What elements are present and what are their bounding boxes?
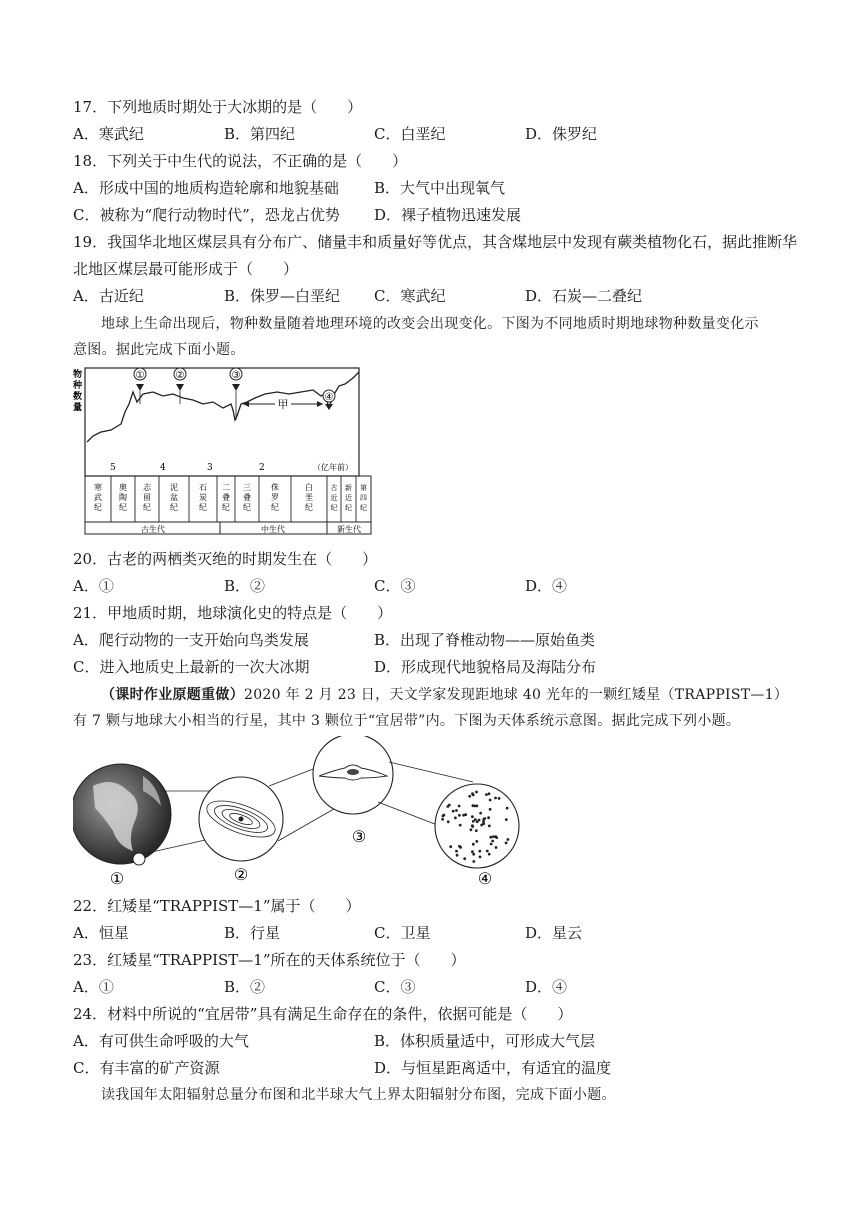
galaxy-dot [459,824,462,827]
q18-option-c[interactable]: C．被称为“爬行动物时代”，恐龙占优势 [73,206,340,224]
q20-option-b[interactable]: B．② [224,577,266,595]
q24-options-row1 [73,1031,793,1051]
passage2-line1-text: 2020 年 2 月 23 日，天文学家发现距地球 40 光年的一颗红矮星（TRAPPIST—1） [244,687,789,703]
period-label-char: 盆 [170,493,178,502]
galaxy-dot [475,829,478,832]
period-label-char: 陶 [119,493,127,502]
q17-option-b[interactable]: B．第四纪 [224,125,296,143]
galaxy-dot [489,836,492,839]
period-label-char: 纪 [345,504,352,512]
q22-option-d[interactable]: D．星云 [525,924,583,942]
q18-option-a[interactable]: A．形成中国的地质构造轮廓和地貌基础 [73,179,339,197]
passage2-line2: 有 7 颗与地球大小相当的行星，其中 3 颗位于“宜居带”内。下图为天体系统示意图。据此完成下列小题。 [73,713,741,729]
galaxy-dot [454,817,457,820]
q23-options [73,977,793,997]
era-label-mesozoic: 中生代 [261,525,285,534]
q22-options [73,923,793,943]
galaxy-dot [482,822,485,825]
period-label-char: 叠 [243,493,251,502]
galaxy-dot [472,853,475,856]
galaxy-dot [452,810,455,813]
q19-stem-line2: 北地区煤层最可能形成于（ ） [73,260,299,278]
q24-stem: 24．材料中所说的“宜居带”具有满足生命存在的条件，依据可能是（ ） [73,1005,573,1023]
q18-option-b[interactable]: B．大气中出现氧气 [374,179,506,197]
q19-option-d[interactable]: D．石炭—二叠纪 [525,287,643,305]
q17-options [73,124,793,144]
period-label-char: 奥 [119,483,127,492]
galaxy-dot [462,814,465,817]
q23-option-d[interactable]: D．④ [525,978,568,996]
period-label-char: 纪 [170,503,178,512]
passage1-line1: 地球上生命出现后，物种数量随着地理环境的改变会出现变化。下图为不同地质时期地球物种数量变化示 [101,316,759,332]
milky-way-circle [313,736,393,814]
period-label-char: 近 [330,494,338,502]
q24-option-c[interactable]: C．有丰富的矿产资源 [73,1059,220,1077]
marker-2-label: ② [175,370,185,381]
galaxy-dot [486,850,489,853]
galaxy-dot [474,818,477,821]
y-axis-label-char: 数 [73,392,83,402]
galaxy-dot [488,792,491,795]
q18-option-d[interactable]: D．裸子植物迅速发展 [374,206,522,224]
galaxy-dot [456,854,459,857]
q18-stem: 18．下列关于中生代的说法，不正确的是（ ） [73,152,408,170]
galaxy-dot [490,843,493,846]
galaxy-dot [442,815,445,818]
galaxy-dot [471,850,474,853]
galaxy-dot [491,840,494,843]
passage2-source-tag: （课时作业原题重做） [101,687,244,703]
q20-options [73,576,793,596]
period-label-char: 纪 [305,503,313,512]
jia-period-arrow [243,397,323,411]
galaxy-dot [472,860,475,863]
galaxy-dot [489,799,492,802]
diagram-label-2: ② [233,865,249,884]
period-label-char: 石 [199,483,207,492]
period-label-char: 纪 [243,503,251,512]
passage3-line1: 读我国年太阳辐射总量分布图和北半球大气上界太阳辐射分布图，完成下面小题。 [101,1087,616,1103]
galaxy-dot [473,805,476,808]
q18-options-row1 [73,178,793,198]
period-label-char: 近 [345,494,352,502]
period-label-char: 侏 [271,483,279,492]
q21-option-a[interactable]: A．爬行动物的一支开始向鸟类发展 [73,631,309,649]
time-tick-label: 3 [207,463,213,473]
period-label-char: 叠 [222,493,230,502]
galaxy-dot [468,795,471,798]
species-count-chart [73,364,375,544]
q23-option-a[interactable]: A．① [73,978,114,996]
period-label-char: 炭 [199,493,207,502]
galaxy-dot [458,805,461,808]
marker-4-label: ④ [324,392,334,403]
q20-stem: 20．古老的两栖类灭绝的时期发生在（ ） [73,550,378,568]
q20-option-a[interactable]: A．① [73,577,114,595]
q17-option-a[interactable]: A．寒武纪 [73,125,144,143]
galaxy-dot [470,828,473,831]
era-label-paleozoic: 古生代 [141,525,165,534]
galaxy-dot [494,797,497,800]
q21-options-row1 [73,630,793,650]
time-tick-label: 2 [259,463,265,473]
q19-stem-line1: 19．我国华北地区煤层具有分布广、储量丰和质量好等优点，其含煤地层中发现有蕨类植物化石，据此推断华 [73,233,798,251]
q22-option-a[interactable]: A．恒星 [73,924,129,942]
era-label-cenozoic: 新生代 [337,525,361,534]
galaxy-dot [485,793,488,796]
q21-option-d[interactable]: D．形成现代地貌格局及海陆分布 [374,658,597,676]
period-columns [94,476,367,522]
period-label-char: 第 [360,484,367,492]
q22-option-c[interactable]: C．卫星 [374,924,431,942]
period-label-char: 寒 [94,483,102,492]
passage2-line1 [101,685,788,705]
galaxy-dot [479,856,482,859]
period-label-char: 志 [143,483,151,492]
solar-system-circle [199,777,283,861]
marker-4 [323,390,335,410]
q24-option-b[interactable]: B．体积质量适中，可形成大气层 [374,1032,596,1050]
total-universe-circle [435,784,519,868]
galaxy-dot [475,791,478,794]
galaxy-dot [498,797,501,800]
y-axis-label-char: 种 [73,381,83,391]
period-label-char: 新 [345,484,352,492]
galaxy-dot [488,853,491,856]
galaxy-dot [506,807,509,810]
galaxy-dot [441,818,444,821]
species-curve [87,372,359,442]
q20-option-c[interactable]: C．③ [374,577,416,595]
time-unit-label: （亿年前） [313,463,353,472]
chart-plot-frame [85,368,359,476]
galaxy-dot [492,835,495,838]
marker-1-label: ① [135,370,145,381]
diagram-label-1: ① [109,869,125,888]
period-label-char: 泥 [170,483,178,492]
galaxy-dot [455,850,458,853]
period-label-char: 纪 [360,504,367,512]
galaxy-dot [463,857,466,860]
galaxy-dot [447,820,450,823]
period-label-char: 垩 [305,493,313,502]
galaxy-dot [478,850,481,853]
q21-stem: 21．甲地质时期，地球演化史的特点是（ ） [73,604,393,622]
marker-3 [230,368,242,420]
y-axis-label-char: 物 [73,370,83,380]
q24-options-row2 [73,1058,793,1078]
earth-image [73,764,171,864]
q21-option-b[interactable]: B．出现了脊椎动物——原始鱼类 [374,631,596,649]
period-label-char: 三 [243,483,251,492]
galaxy-dot [483,817,486,820]
moon-circle [133,853,145,865]
q24-option-d[interactable]: D．与恒星距离适中，有适宜的温度 [374,1059,612,1077]
q23-option-c[interactable]: C．③ [374,978,416,996]
diagram-label-4: ④ [477,869,493,888]
period-label-char: 留 [143,493,151,502]
diagram-label-3: ③ [351,827,367,846]
galaxy-dot [471,815,474,818]
period-label-char: 纪 [222,503,230,512]
galaxy-dot [479,812,482,815]
q17-option-d[interactable]: D．侏罗纪 [525,125,598,143]
time-tick-label: 4 [160,463,166,473]
q22-stem: 22．红矮星“TRAPPIST—1”属于（ ） [73,897,361,915]
galaxy-dot [507,838,510,841]
galaxy-dot [495,846,498,849]
galaxy-dot [489,808,492,811]
period-label-char: 纪 [199,503,207,512]
q17-stem: 17．下列地质时期处于大冰期的是（ ） [73,98,363,116]
period-label-char: 白 [305,483,313,492]
galaxy-dot [487,816,490,819]
period-label-char: 罗 [271,493,279,502]
period-label-char: 纪 [271,503,279,512]
q23-option-b[interactable]: B．② [224,978,266,996]
period-label-char: 纪 [119,503,127,512]
galaxy-dot [505,818,508,821]
period-label-char: 古 [330,484,338,492]
galaxy-dot [471,824,474,827]
q20-option-d[interactable]: D．④ [525,577,568,595]
galaxy-dot [458,814,461,817]
q18-options-row2 [73,205,793,225]
q21-option-c[interactable]: C．进入地质史上最新的一次大冰期 [73,658,310,676]
period-label-char: 四 [360,494,367,502]
galaxy-dot [475,840,478,843]
period-label-char: 纪 [330,504,338,512]
q17-option-c[interactable]: C．白垩纪 [374,125,446,143]
period-label-char: 二 [222,483,230,492]
galaxy-dot [455,809,458,812]
passage1-line2: 意图。据此完成下面小题。 [73,342,245,358]
jia-label: 甲 [277,398,289,411]
galaxy-dot [472,843,475,846]
marker-3-label: ③ [231,370,241,381]
q19-option-b[interactable]: B．侏罗—白垩纪 [224,287,341,305]
galaxy-dot [471,792,474,795]
q19-option-c[interactable]: C．寒武纪 [374,287,446,305]
period-label-char: 纪 [94,503,102,512]
time-tick-label: 5 [110,463,116,473]
q24-option-a[interactable]: A．有可供生命呼吸的大气 [73,1032,249,1050]
q19-option-a[interactable]: A．古近纪 [73,287,144,305]
galaxy-dot [488,825,491,828]
galaxy-dot [476,820,479,823]
y-axis-label-char: 量 [73,403,83,413]
galaxy-dot [458,845,461,848]
celestial-system-diagram [73,736,533,892]
q22-option-b[interactable]: B．行星 [224,924,281,942]
period-label-char: 纪 [143,503,151,512]
galaxy-dot [449,845,452,848]
q19-options [73,286,793,306]
q21-options-row2 [73,657,793,677]
galaxy-dot [505,842,508,845]
period-label-char: 武 [94,493,102,502]
galaxy-dot [448,804,451,807]
q23-stem: 23．红矮星“TRAPPIST—1”所在的天体系统位于（ ） [73,951,466,969]
